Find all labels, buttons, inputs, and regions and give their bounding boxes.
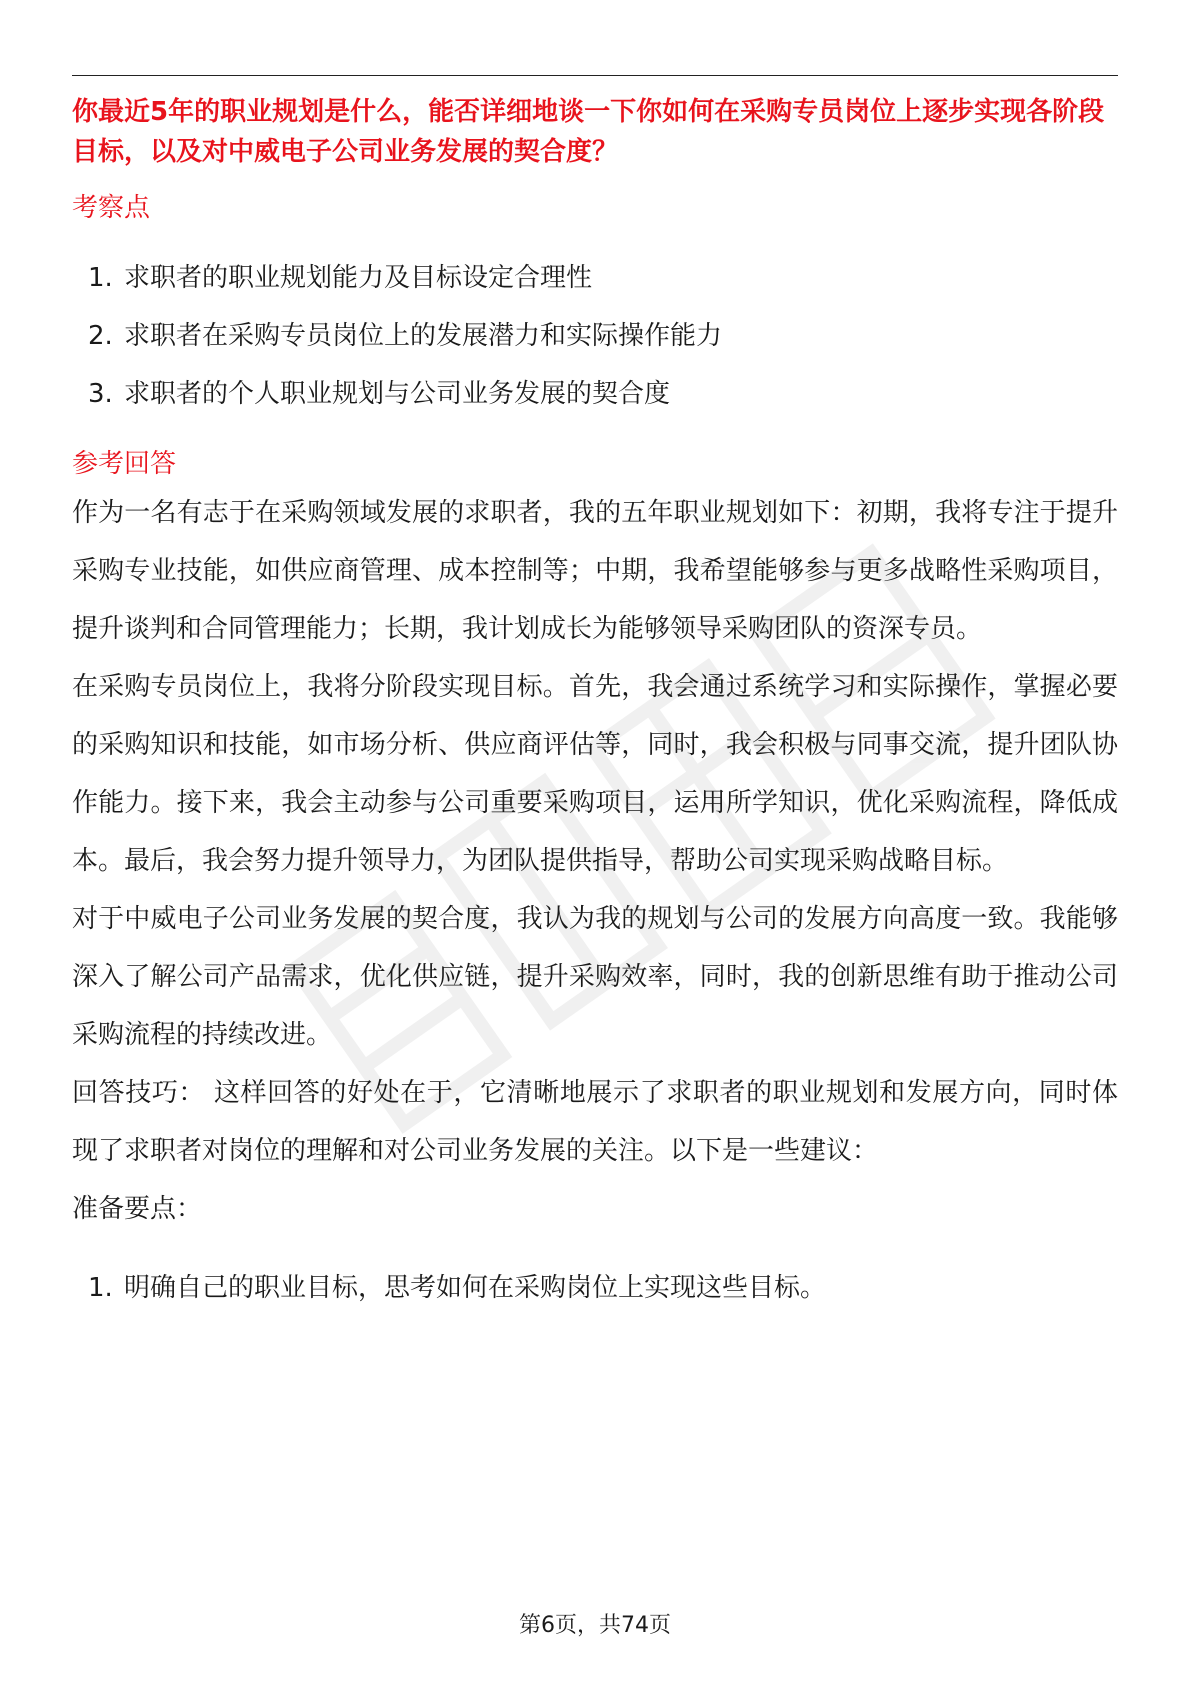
list-number: 1. <box>88 1273 113 1303</box>
list-item-text: 求职者的职业规划能力及目标设定合理性 <box>124 263 593 293</box>
heading-reference-answer: 参考回答 <box>72 449 177 479</box>
heading-assessment-points: 考察点 <box>72 193 151 223</box>
answer-paragraph: 作为一名有志于在采购领域发展的求职者，我的五年职业规划如下：初期，我将专注于提升采购专业技能，如供应商管理、成本控制等；中期，我希望能够参与更多战略性采购项目，提升谈判和合同管理能力；长期，我计划成长为能够领导采购团队的资深专员。 <box>72 498 1118 644</box>
answer-tips-paragraph: 回答技巧： 这样回答的好处在于，它清晰地展示了求职者的职业规划和发展方向，同时体现了求职者对岗位的理解和对公司业务发展的关注。以下是一些建议： <box>72 1078 1118 1166</box>
preparation-list <box>72 1268 1118 1308</box>
list-item <box>72 258 1118 298</box>
top-divider <box>72 75 1118 76</box>
list-number: 3. <box>88 379 113 409</box>
list-number: 1. <box>88 263 113 293</box>
list-item <box>72 1268 1118 1308</box>
list-item <box>72 374 1118 414</box>
list-item-text: 明确自己的职业目标，思考如何在采购岗位上实现这些目标。 <box>124 1273 827 1303</box>
list-item-text: 求职者的个人职业规划与公司业务发展的契合度 <box>124 379 671 409</box>
list-number: 2. <box>88 321 113 351</box>
answer-paragraph: 对于中威电子公司业务发展的契合度，我认为我的规划与公司的发展方向高度一致。我能够深入了解公司产品需求，优化供应链，提升采购效率，同时，我的创新思维有助于推动公司采购流程的持续改进。 <box>72 904 1118 1050</box>
question-title: 你最近5年的职业规划是什么，能否详细地谈一下你如何在采购专员岗位上逐步实现各阶段目标，以及对中威电子公司业务发展的契合度？ <box>72 97 1105 167</box>
page-footer: 第6页，共74页 <box>519 1613 671 1638</box>
assessment-points-list <box>72 258 1118 414</box>
answer-paragraph: 在采购专员岗位上，我将分阶段实现目标。首先，我会通过系统学习和实际操作，掌握必要的采购知识和技能，如市场分析、供应商评估等，同时，我会积极与同事交流，提升团队协作能力。接下来，我会主动参与公司重要采购项目，运用所学知识，优化采购流程，降低成本。最后，我会努力提升领导力，为团队提供指导，帮助公司实现采购战略目标。 <box>72 672 1118 876</box>
list-item-text: 求职者在采购专员岗位上的发展潜力和实际操作能力 <box>124 321 723 351</box>
document-body <box>72 92 1118 1308</box>
list-item <box>72 316 1118 356</box>
preparation-heading: 准备要点： <box>72 1194 203 1224</box>
